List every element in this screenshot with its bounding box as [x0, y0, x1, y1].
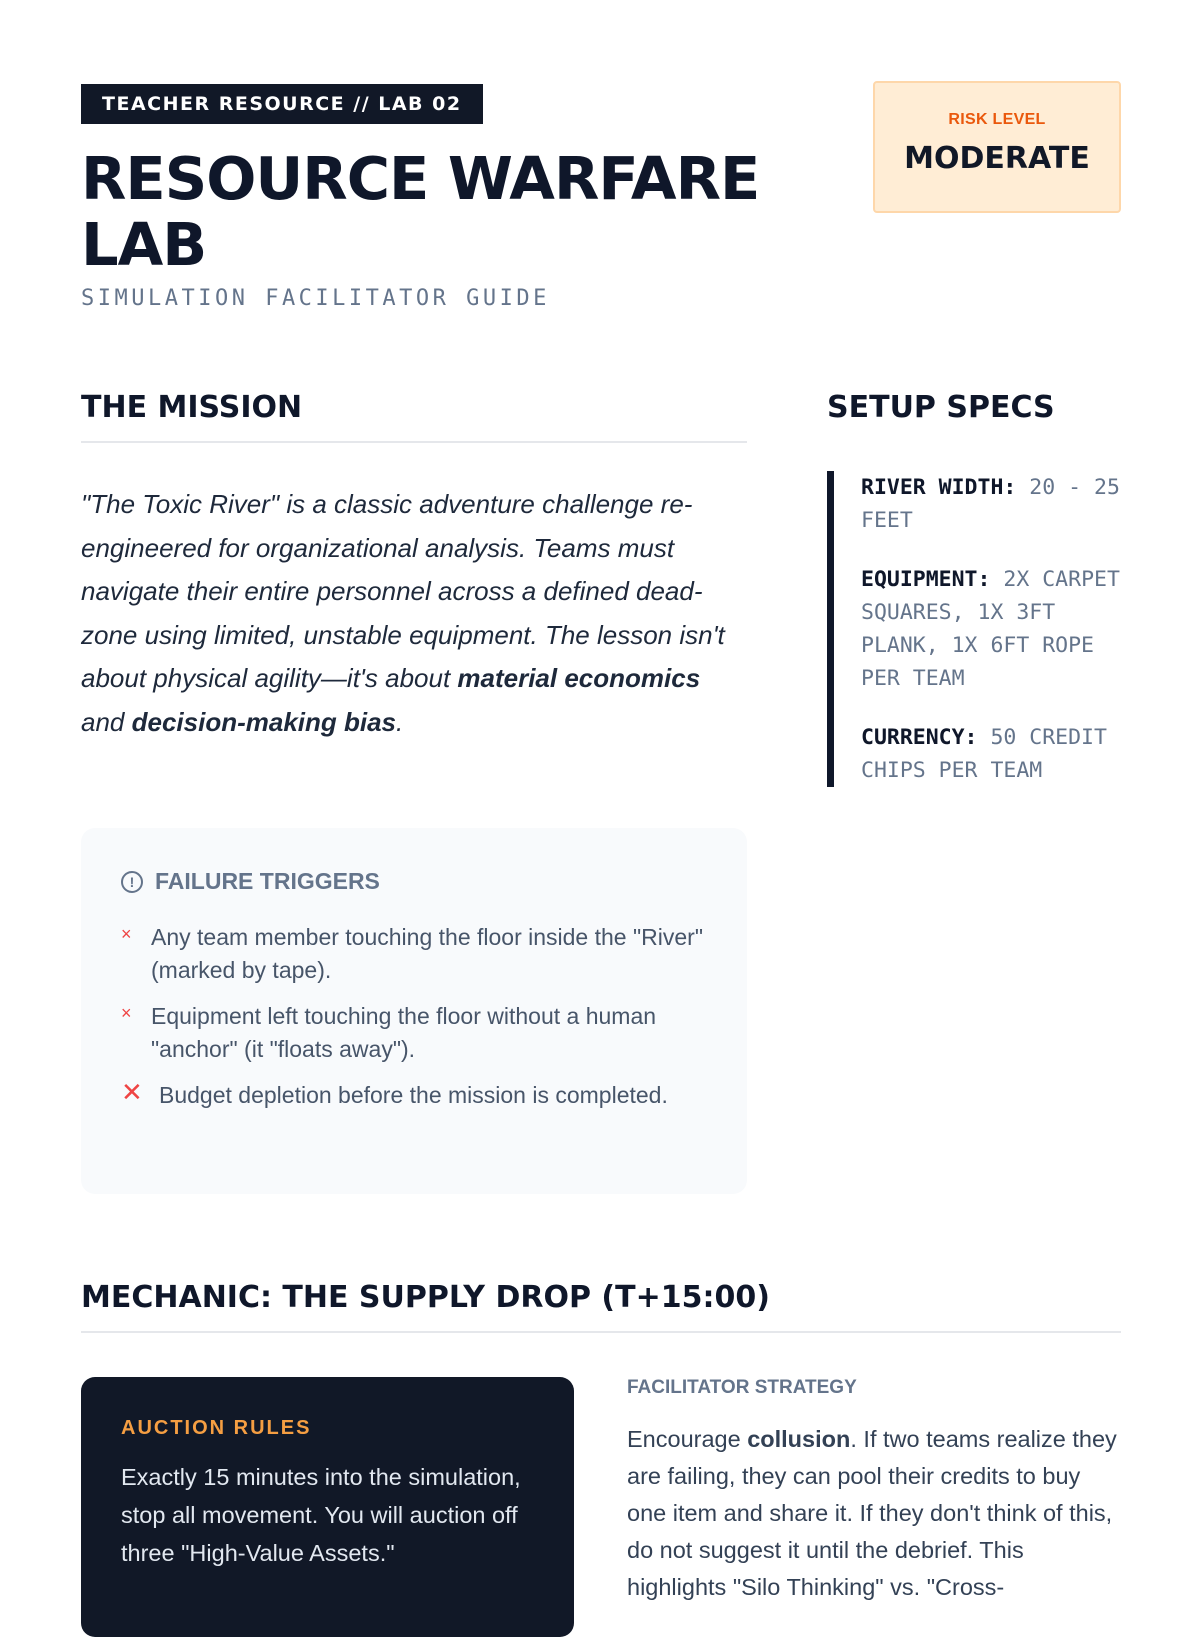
setup-specs-list — [827, 471, 1121, 787]
failure-item-text: Any team member touching the floor inside the "River" (marked by tape). — [151, 924, 703, 983]
facilitator-strategy-title: FACILITATOR STRATEGY — [627, 1377, 857, 1398]
mission-text-part3: . — [396, 706, 404, 737]
x-icon: × — [121, 1003, 132, 1023]
header — [81, 84, 1121, 311]
setup-specs-section — [827, 390, 1121, 813]
x-icon: × — [121, 924, 132, 944]
failure-list — [121, 921, 707, 1112]
mechanic-title: MECHANIC: THE SUPPLY DROP (T+15:00) — [81, 1280, 770, 1315]
mission-bold-economics: material economics — [457, 663, 701, 693]
spec-key: EQUIPMENT: — [861, 567, 991, 592]
strategy-bold-collusion: collusion — [747, 1426, 851, 1452]
failure-item-text: Equipment left touching the floor without a human "anchor" (it "floats away"). — [151, 1003, 657, 1062]
mission-text-part1: "The Toxic River" is a classic adventure challenge re-engineered for organizational analysis. Teams must navigate their entire personnel across a defined dead-zone using limited, unstable equipment. The lesson isn't about physical agility—it's about — [81, 489, 725, 693]
mission-text-part2: and — [81, 706, 132, 737]
risk-level-label: RISK LEVEL — [948, 111, 1046, 128]
auction-rules-title: AUCTION RULES — [121, 1417, 312, 1439]
spec-key: RIVER WIDTH: — [861, 475, 1017, 500]
failure-title: FAILURE TRIGGERS — [155, 868, 380, 894]
failure-triggers-box — [81, 828, 747, 1194]
spec-river-width — [861, 471, 1121, 537]
mission-title: THE MISSION — [81, 390, 303, 425]
mechanic-section — [81, 1280, 1121, 1600]
page-title: RESOURCE WARFARE LAB — [81, 144, 760, 279]
auction-rules-card — [81, 1377, 574, 1637]
setup-specs-title: SETUP SPECS — [827, 390, 1055, 425]
mission-bold-bias: decision-making bias — [131, 706, 397, 737]
strategy-text-part1: Encourage — [627, 1426, 748, 1452]
page-subtitle: SIMULATION FACILITATOR GUIDE — [81, 286, 550, 311]
spec-currency — [861, 721, 1121, 787]
alert-circle-icon: ! — [121, 871, 143, 893]
risk-level-card — [873, 81, 1121, 213]
facilitator-strategy-text — [627, 1421, 1121, 1606]
spec-equipment — [861, 563, 1121, 695]
spec-value: 2X CARPET SQUARES, 1X 3FT PLANK, 1X 6FT ROPE PER TEAM — [861, 567, 1120, 691]
x-icon: ✕ — [121, 1077, 143, 1107]
auction-rules-text: Exactly 15 minutes into the simulation, stop all movement. You will auction off three "High-Value Assets." — [121, 1464, 521, 1566]
mission-section — [81, 390, 747, 770]
mechanic-divider — [81, 1331, 1121, 1333]
failure-header — [121, 868, 707, 895]
spec-value: 20 - 25 FEET — [861, 475, 1120, 533]
mission-divider — [81, 441, 747, 443]
failure-item — [121, 1079, 707, 1112]
spec-key: CURRENCY: — [861, 725, 978, 750]
failure-item — [121, 1000, 707, 1066]
facilitator-strategy — [627, 1377, 1121, 1606]
resource-tag: TEACHER RESOURCE // LAB 02 — [81, 84, 483, 124]
failure-item-text: Budget depletion before the mission is completed. — [159, 1082, 668, 1108]
spec-value: 50 CREDIT CHIPS PER TEAM — [861, 725, 1107, 783]
failure-item — [121, 921, 707, 987]
mission-text — [81, 483, 747, 744]
strategy-text-part2: . If two teams realize they are failing, they can pool their credits to buy one item and share it. If they don't think of this, do not suggest it until the debrief. This highlights "Silo Thinking" vs. "Cross- — [627, 1426, 1117, 1600]
risk-level-value: MODERATE — [904, 141, 1090, 176]
